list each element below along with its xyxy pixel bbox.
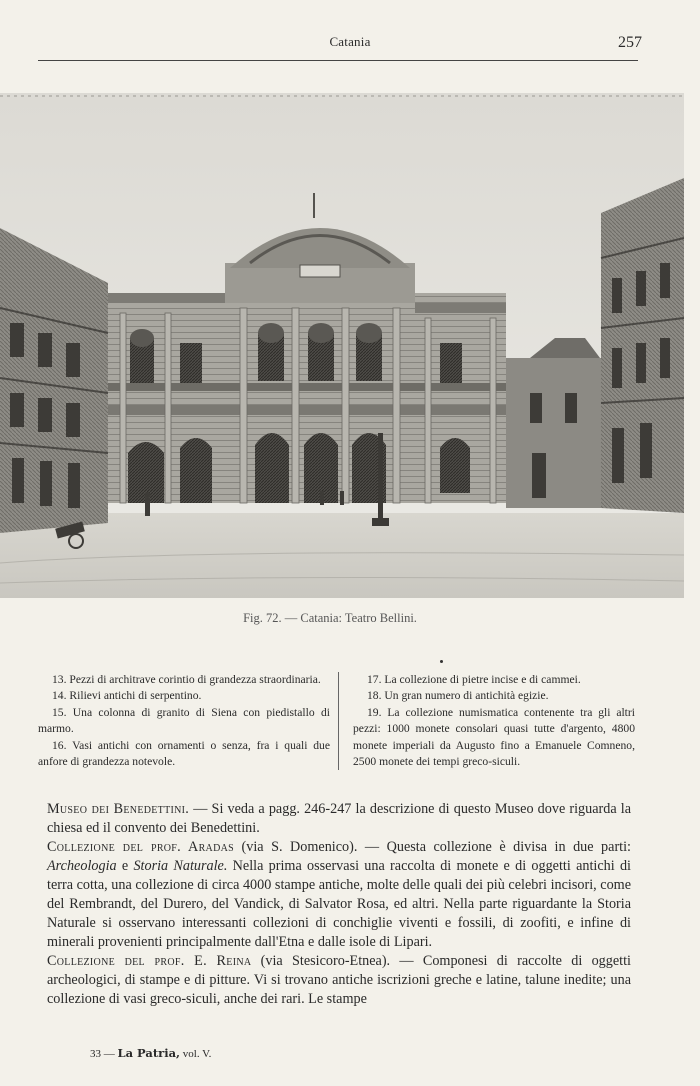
paragraph-text: — Si veda a pagg. 246-247 la descrizione di questo Museo dove riguarda la chiesa ed il convento dei Benedettini.	[47, 801, 631, 836]
figure-caption: Fig. 72. — Catania: Teatro Bellini.	[243, 611, 417, 625]
signature-mark: 33	[90, 1048, 101, 1060]
paragraph-collezione-reina	[47, 952, 631, 1009]
section-label: Collezione del prof. E. Reina	[47, 953, 252, 969]
right-column	[338, 672, 635, 770]
teatro-bellini-engraving	[0, 93, 684, 598]
list-item: 13. Pezzi di architrave corintio di grandezza straordinaria.	[52, 673, 321, 686]
page-footer	[90, 1046, 211, 1060]
italic-term: Storia Naturale.	[133, 858, 228, 874]
paragraph-collezione-aradas	[47, 838, 631, 952]
paragraph-text: (via Stesicoro-Etnea). — Componesi di raccolte di oggetti archeologici, di stampe e di pitture. Vi si trovano antiche iscrizioni greche e latine, talune inedite; una collezione di vasi greco-siculi, anche dei rari. Le stampe	[47, 953, 631, 1007]
italic-term: Archeologia	[47, 858, 117, 874]
header-rule	[38, 60, 638, 61]
body-text	[47, 800, 631, 1009]
left-column	[38, 672, 330, 770]
running-title: Catania	[329, 34, 371, 49]
section-label: Museo dei Benedettini.	[47, 801, 190, 817]
list-item: 18. Un gran numero di antichità egizie.	[367, 689, 549, 703]
list-item: 16. Vasi antichi con ornamenti o senza, fra i quali due anfore di grandezza notevole.	[38, 738, 330, 769]
publication-title: La Patria,	[117, 1046, 181, 1060]
paragraph-museo-benedettini	[47, 800, 631, 838]
list-item: 14. Rilievi antichi di serpentino.	[52, 689, 202, 703]
paragraph-text: Nella prima osservasi una raccolta di monete e di oggetti antichi di terra cotta, una collezione di circa 4000 stampe antiche, molte delle quali dei più celebri incisori, come del Rembrandt, del Durero, del Vandick, di Salvator Rosa, ed altri. Nella parte riguardante la Storia Naturale si osservano interessanti collezioni di conchiglie viventi e fossili, di zoofiti, e infine di minerali provenienti principalmente dall'Etna e dalle isole di Lipari.	[47, 858, 631, 950]
volume-label: vol. V.	[180, 1048, 212, 1060]
section-label: Collezione del prof. Aradas	[47, 839, 234, 855]
page-number: 257	[618, 34, 642, 51]
paragraph-text: (via S. Domenico). — Questa collezione è divisa in due parti:	[234, 839, 632, 855]
engraving-illustration	[0, 93, 684, 598]
list-item: 15. Una colonna di granito di Siena con piedistallo di marmo.	[38, 705, 330, 736]
list-item: 19. La collezione numismatica contenente tra gli altri pezzi: 1000 monete consolari quasi tutte d'argento, 4800 monete imperiali da Augusto fino a Emanuele Comneno, 2500 monete dei tempi greco-siculi.	[353, 705, 635, 769]
decorative-dot	[440, 660, 443, 663]
paragraph-text: e	[116, 858, 134, 874]
list-item: 17. La collezione di pietre incise e di cammei.	[367, 673, 581, 686]
footer-dash: —	[101, 1048, 118, 1060]
